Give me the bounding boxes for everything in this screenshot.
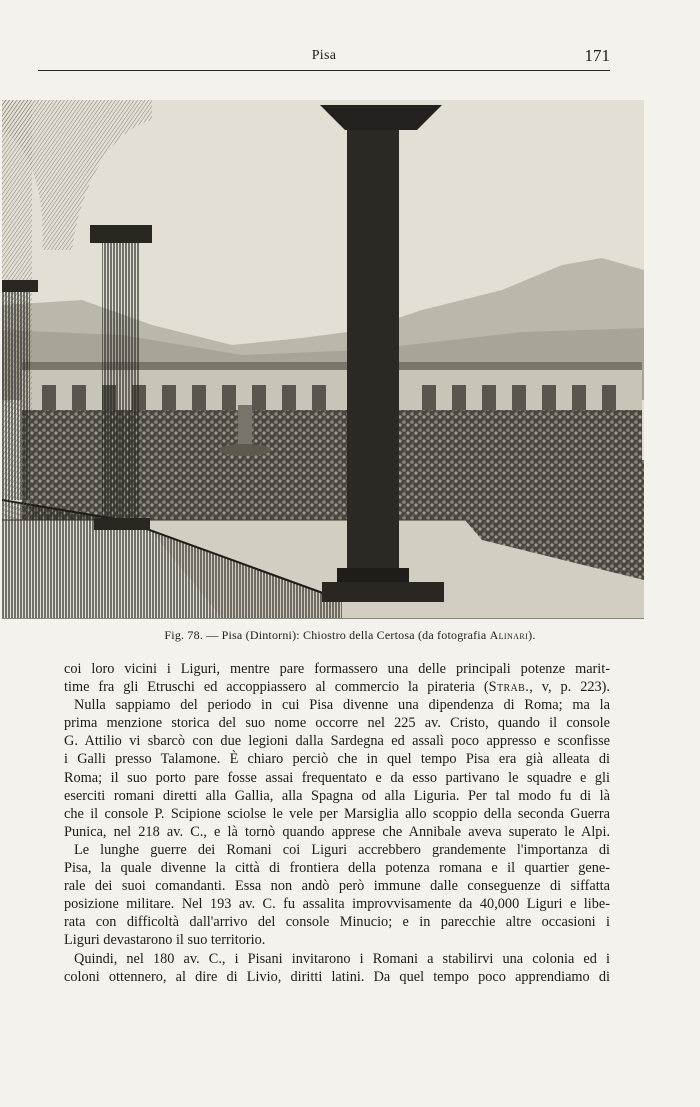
figure-caption	[0, 628, 700, 643]
caption-end: ).	[528, 628, 536, 642]
text-line: prima menzione storica del suo nome occorre nel 225 av. Cristo, quando il console	[64, 715, 610, 732]
text-line: coloni ottennero, al dire di Livio, diritti latini. Da quel tempo poco apprendiamo di	[64, 968, 610, 985]
text-line: Nulla sappiamo del periodo in cui Pisa divenne una dipendenza di Roma; ma la	[74, 697, 610, 714]
text-line: Roma; il suo porto pare fosse assai frequentato e da esso partivano le squadre e gli	[64, 769, 610, 786]
citation-author: Strab.	[488, 679, 530, 696]
text-line: rata con difficoltà dall'arrivo del console Minucio; e in parecchie altre occasioni i	[64, 914, 610, 931]
text-line: G. Attilio vi sbarcò con due legioni dalla Sardegna ed assalì poco appresso e sconfisse	[64, 733, 610, 750]
page-header	[38, 44, 610, 71]
text-line: coi loro vicini i Liguri, mentre pare formassero una delle principali potenze marit-	[64, 661, 610, 677]
body-text	[64, 660, 610, 986]
text-line: eserciti romani diretti alla Gallia, alla Spagna od alla Liguria. Per tal modo fu di là	[64, 787, 610, 804]
text-line: che il console P. Scipione sciolse le vele per Marsiglia allo scoppio della seconda Guerra	[64, 805, 610, 822]
text-line: Punica, nel 218 av. C., e là tornò quando apprese che Annibale aveva superato le Alpi.	[64, 823, 610, 840]
text-line: Liguri devastarono il suo territorio.	[64, 932, 266, 949]
engraving-illustration	[2, 100, 644, 619]
caption-text: Fig. 78. — Pisa (Dintorni): Chiostro della Certosa (da fotografia	[164, 628, 490, 642]
text-line: i Galli presso Talamone. È chiaro perciò che in quel tempo Pisa era già alleata di	[64, 751, 610, 768]
cloister-engraving	[2, 100, 644, 618]
text-line: Le lunghe guerre dei Romani coi Liguri accrebbero grandemente l'importanza di	[74, 841, 610, 858]
text-line: posizione militare. Nel 193 av. C. fu assalita improvvisamente da 40,000 Liguri e libe-	[64, 896, 610, 913]
page-number: 171	[584, 46, 610, 65]
text-line: Quindi, nel 180 av. C., i Pisani invitarono i Romani a stabilirvi una colonia ed i	[74, 950, 610, 967]
photo-credit: Alinari	[489, 628, 529, 642]
running-title: Pisa	[311, 48, 337, 63]
text-line: time fra gli Etruschi ed accoppiassero al commercio la pirateria (Strab., v, p. 223).	[64, 679, 610, 696]
text-line: Pisa, la quale divenne la città di frontiera della potenza romana e il quartier gene-	[64, 860, 610, 877]
text-line: rale dei suoi comandanti. Essa non andò però immune dalle conseguenze di siffatta	[64, 878, 610, 895]
